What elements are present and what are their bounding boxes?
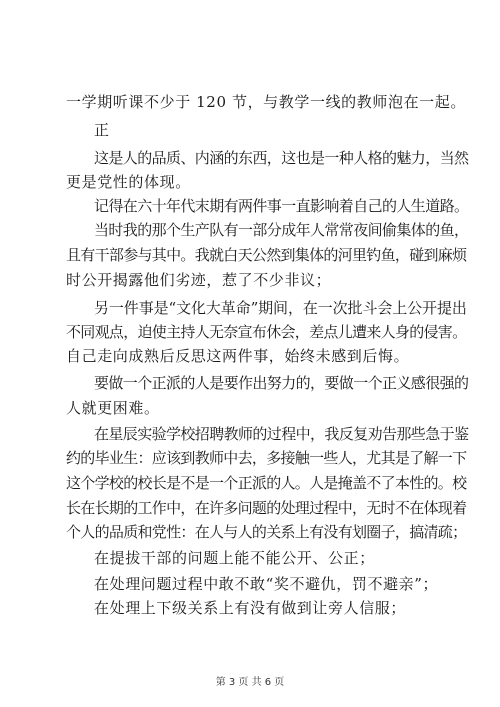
text-line: 个人的品质和党性：在人与人的关系上有没有划圈子，搞清疏； <box>66 523 467 541</box>
text-line: 当时我的那个生产队有一部分成年人常常夜间偷集体的鱼， <box>94 221 469 239</box>
page-number-footer: 第 3 页 共 6 页 <box>215 677 285 688</box>
text-line: 记得在六十年代末期有两件事一直影响着自己的人生道路。 <box>94 197 469 215</box>
text-line: 在处理上下级关系上有没有做到让旁人信服； <box>94 599 407 617</box>
text-line: 这个学校的校长是不是一个正派的人。人是掩盖不了本性的。校 <box>66 474 467 492</box>
text-line: 要做一个正派的人是要作出努力的，要做一个正义感很强的 <box>94 374 469 392</box>
text-line: 另一件事是“文化大革命”期间，在一次批斗会上公开提出 <box>94 299 467 317</box>
text-line: 长在长期的工作中，在许多问题的处理过程中，无时不在体现着 <box>66 499 467 517</box>
text-line: 在星辰实验学校招聘教师的过程中，我反复劝告那些急于鉴 <box>94 425 469 443</box>
text-line: 约的毕业生：应该到教师中去，多接触一些人，尤其是了解一下 <box>66 449 467 467</box>
text-line: 人就更困难。 <box>66 399 160 417</box>
text-line: 时公开揭露他们劣迹，惹了不少非议； <box>66 271 332 289</box>
text-line: 更是党性的体现。 <box>66 173 191 191</box>
text-line: 在处理问题过程中敢不敢“奖不避仇，罚不避亲”； <box>94 575 439 593</box>
text-line: 一学期听课不少于 120 节，与教学一线的教师泡在一起。 <box>66 93 466 111</box>
text-line: 自己走向成熟后反思这两件事，始终未感到后悔。 <box>66 347 410 365</box>
text-line: 正 <box>94 121 110 139</box>
text-line: 这是人的品质、内涵的东西，这也是一种人格的魅力，当然 <box>94 149 469 167</box>
text-line: 在提拔干部的问题上能不能公开、公正； <box>94 549 375 567</box>
text-line: 不同观点，迫使主持人无奈宣布休会，差点儿遭来人身的侵害。 <box>66 323 467 341</box>
text-line: 且有干部参与其中。我就白天公然到集体的河里钓鱼，碰到麻烦 <box>66 246 467 264</box>
